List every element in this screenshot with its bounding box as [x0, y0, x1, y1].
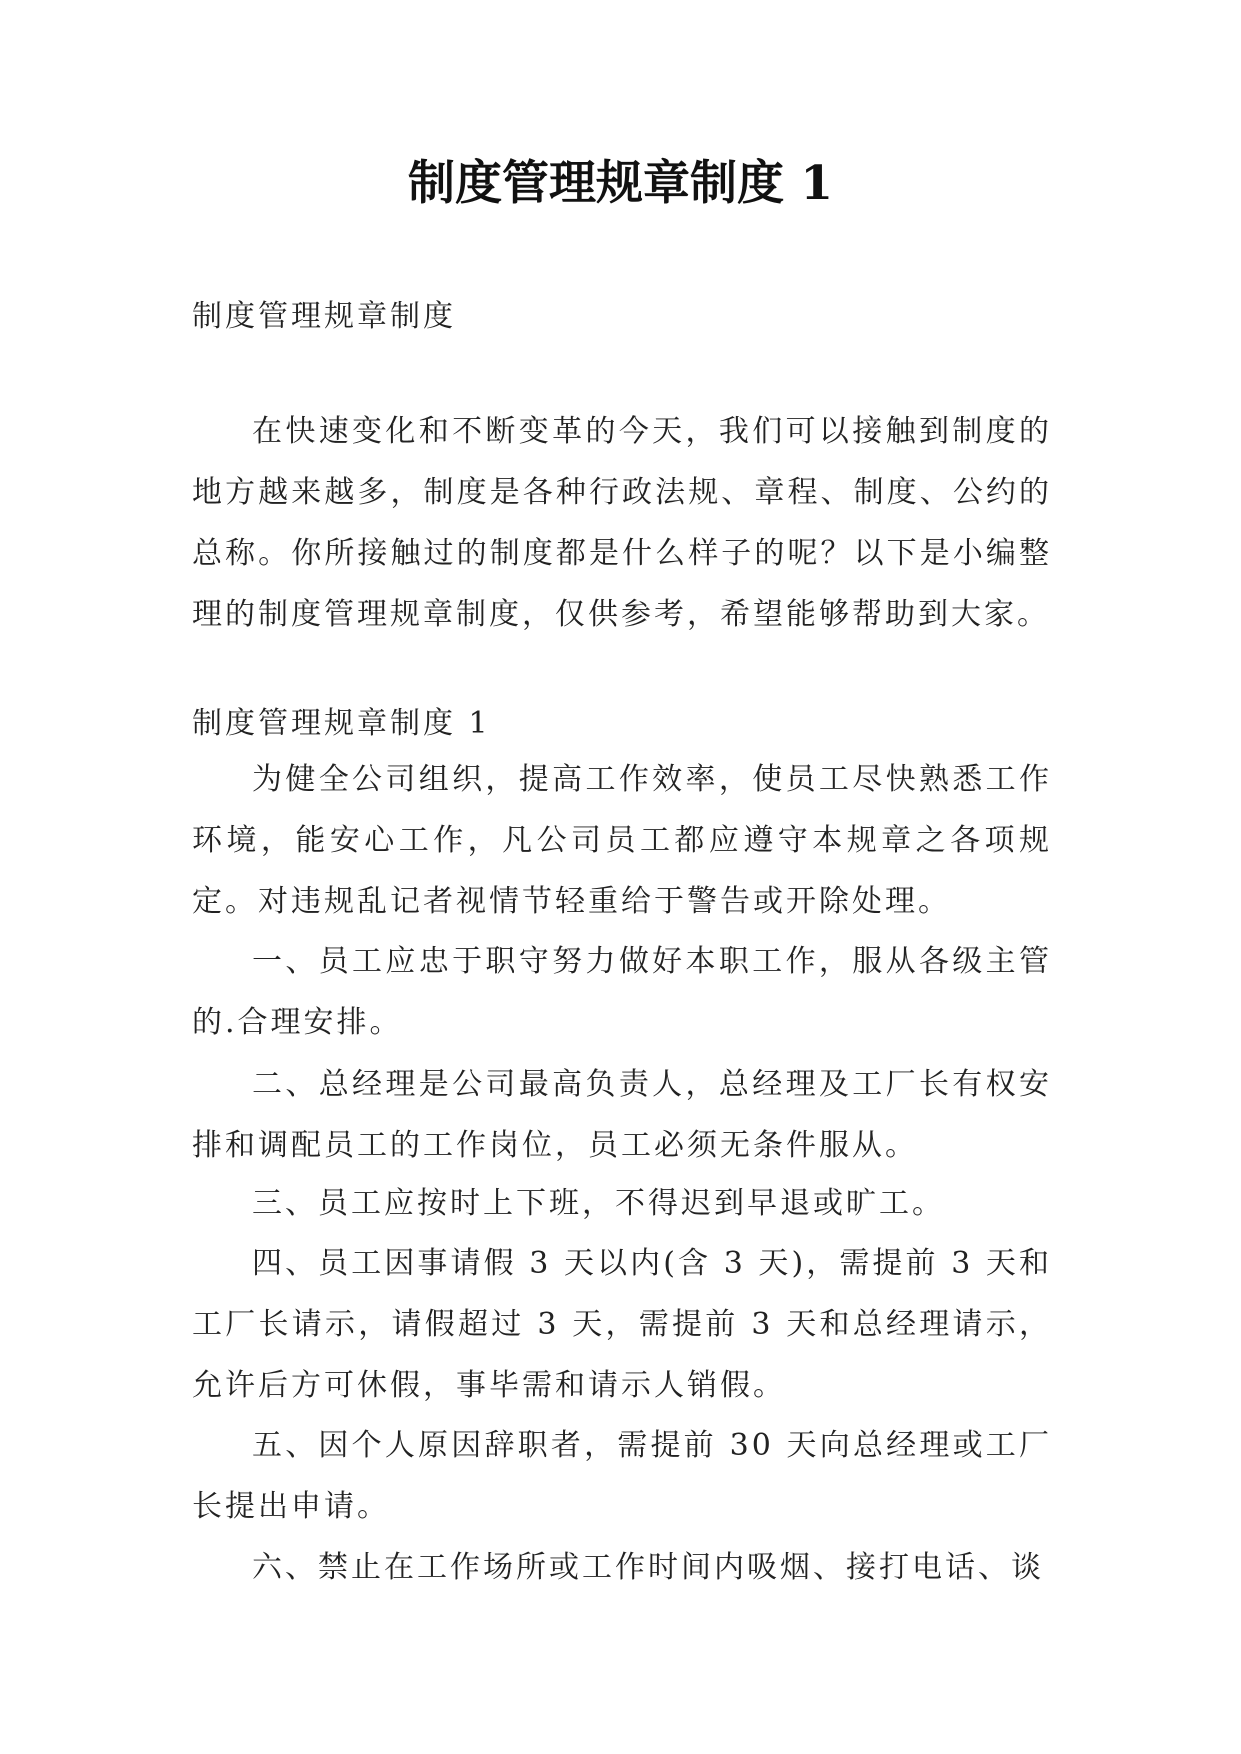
page-title: 制度管理规章制度 1	[407, 156, 834, 211]
rule-item-3: 三、员工应按时上下班，不得迟到早退或旷工。	[252, 1186, 945, 1221]
rule-item-2: 二、总经理是公司最高负责人，总经理及工厂长有权安排和调配员工的工作岗位，员工必须无条件服从。	[192, 1067, 1052, 1163]
rule-item-6: 六、禁止在工作场所或工作时间内吸烟、接打电话、谈	[252, 1550, 1044, 1585]
rule-item-5: 五、因个人原因辞职者，需提前 30 天向总经理或工厂长提出申请。	[192, 1428, 1052, 1524]
preface-paragraph: 为健全公司组织，提高工作效率，使员工尽快熟悉工作环境，能安心工作，凡公司员工都应遵守本规章之各项规定。对违规乱记者视情节轻重给于警告或开除处理。	[192, 762, 1052, 919]
intro-paragraph: 在快速变化和不断变革的今天，我们可以接触到制度的地方越来越多，制度是各种行政法规、章程、制度、公约的总称。你所接触过的制度都是什么样子的呢？以下是小编整理的制度管理规章制度，仅供参考，希望能够帮助到大家。	[192, 414, 1052, 632]
document-subtitle: 制度管理规章制度	[192, 299, 456, 334]
section-heading: 制度管理规章制度 1	[192, 706, 491, 741]
rule-item-1: 一、员工应忠于职守努力做好本职工作，服从各级主管的.合理安排。	[192, 944, 1052, 1040]
rule-item-4: 四、员工因事请假 3 天以内(含 3 天)，需提前 3 天和工厂长请示，请假超过 3 天，需提前 3 天和总经理请示，允许后方可休假，事毕需和请示人销假。	[192, 1246, 1052, 1403]
